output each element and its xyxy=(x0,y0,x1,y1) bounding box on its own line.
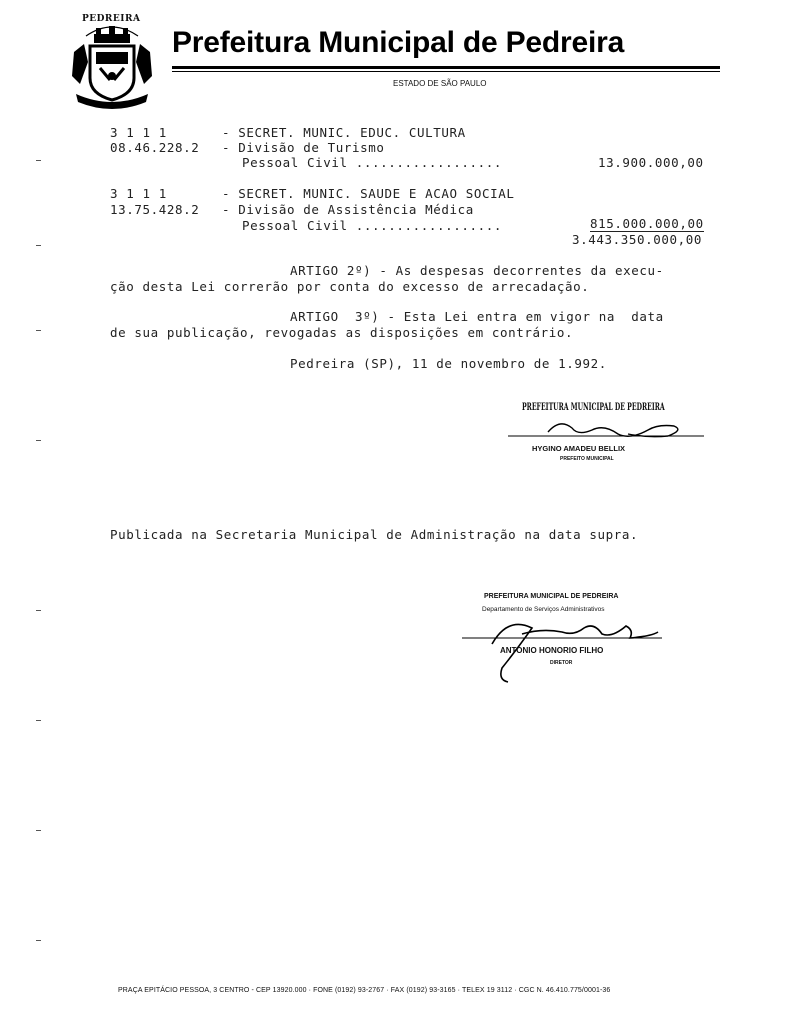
article-2-line2: ção desta Lei correrão por conta do excesso de arrecadação. xyxy=(110,279,590,294)
budget-total: 3.443.350.000,00 xyxy=(572,232,703,247)
budget-amount: 13.900.000,00 xyxy=(598,155,704,170)
budget-code: 3 1 1 1 xyxy=(110,125,167,140)
date-line: Pedreira (SP), 11 de novembro de 1.992. xyxy=(290,356,607,371)
budget-text: Pessoal Civil .................. xyxy=(242,218,503,233)
budget-text: - SECRET. MUNIC. SAUDE E ACAO SOCIAL xyxy=(222,186,515,201)
mayor-signature xyxy=(508,412,708,446)
logo-text: PEDREIRA xyxy=(82,14,141,24)
article-3-line2: de sua publicação, revogadas as disposições em contrário. xyxy=(110,325,574,340)
state-subtitle: ESTADO DE SÃO PAULO xyxy=(393,79,487,88)
mayor-role: PREFEITO MUNICIPAL xyxy=(560,456,614,462)
budget-text: - SECRET. MUNIC. EDUC. CULTURA xyxy=(222,125,466,140)
director-name: ANTONIO HONORIO FILHO xyxy=(500,646,604,655)
header-rule xyxy=(172,66,720,69)
budget-code: 3 1 1 1 xyxy=(110,186,167,201)
budget-amount: 815.000.000,00 xyxy=(590,216,704,231)
budget-text: - Divisão de Assistência Médica xyxy=(222,202,474,217)
mayor-stamp: PREFEITURA MUNICIPAL DE PEDREIRA xyxy=(522,402,665,413)
article-2-line1: ARTIGO 2º) - As despesas decorrentes da execu- xyxy=(290,263,664,278)
mayor-name: HYGINO AMADEU BELLIX xyxy=(532,444,626,453)
publication-note: Publicada na Secretaria Municipal de Administração na data supra. xyxy=(110,527,639,542)
header-rule-thin xyxy=(172,71,720,72)
director-org: PREFEITURA MUNICIPAL DE PEDREIRA xyxy=(484,593,619,600)
director-role: DIRETOR xyxy=(550,660,573,666)
budget-code: 08.46.228.2 xyxy=(110,140,200,155)
budget-code: 13.75.428.2 xyxy=(110,202,200,217)
budget-text: - Divisão de Turismo xyxy=(222,140,385,155)
article-3-line1: ARTIGO 3º) - Esta Lei entra em vigor na data xyxy=(290,309,664,324)
coat-of-arms-logo xyxy=(66,14,158,118)
budget-text: Pessoal Civil .................. xyxy=(242,155,503,170)
footer-address: PRAÇA EPITÁCIO PESSOA, 3 CENTRO - CEP 13920.000 · FONE (0192) 93-2767 · FAX (0192) 93-3165 · TELEX 19 3112 · CGC N. 46.410.775/0001-36 xyxy=(118,987,611,994)
director-dept: Departamento de Serviços Administrativos xyxy=(482,606,605,613)
page-title: Prefeitura Municipal de Pedreira xyxy=(172,26,625,59)
